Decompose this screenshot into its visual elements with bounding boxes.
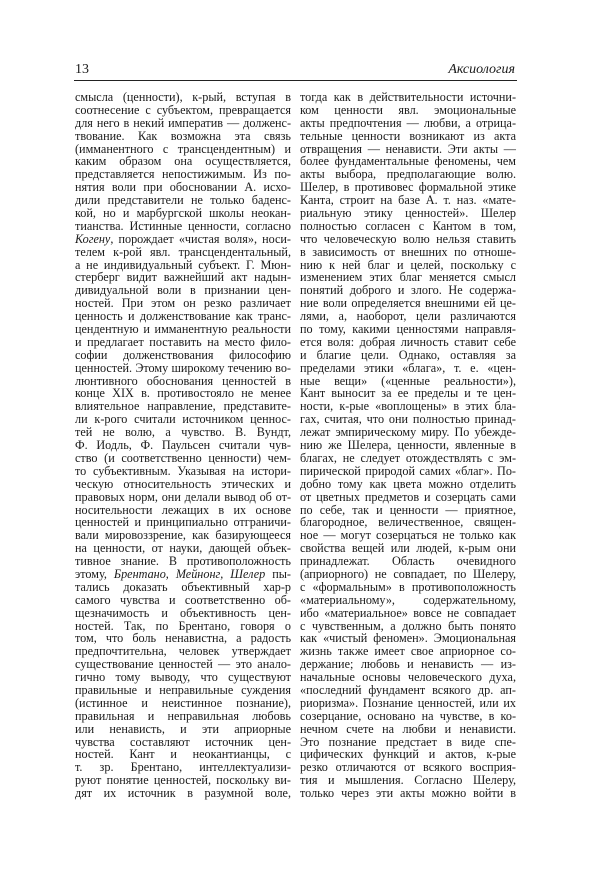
text-line: ности, к-рые «воплощены» в этих бла-: [300, 399, 516, 414]
text-line: нию же Шелера, ценности, явленные в: [300, 438, 516, 453]
text-line: тельные ценности возникают из акта: [300, 128, 516, 143]
text-line: от цветных предметов и созерцать сами: [300, 489, 516, 504]
text-line: изменением этих благ меняется смысл: [300, 270, 516, 285]
text-line: отвращения — ненависти. Эти акты —: [300, 141, 516, 156]
text-line: в зависимость от внешних по отноше-: [300, 244, 516, 259]
text-line: (имманентного с трансцендентным) и: [75, 141, 291, 156]
text-line: носительности лежащих в их основе: [75, 502, 291, 517]
text-line: ное — могут созерцаться не только как: [300, 528, 516, 543]
text-line: [75, 233, 291, 246]
text-line: ностей. При этом он резко различает: [75, 296, 291, 311]
text-line: лежат эмпирическому миру. По убежде-: [300, 425, 516, 440]
text-line: тианства. Истинные ценности, согласно: [75, 218, 291, 233]
text-line: руют понятие ценностей, поскольку ви-: [75, 773, 291, 788]
text-line: софии долженствования философию: [75, 347, 291, 362]
text-line: вали мировоззрение, как базирующееся: [75, 528, 291, 543]
text-line: гах, считая, что они полностью принад-: [300, 412, 516, 427]
text-line: щезначимость и объективность цен-: [75, 605, 291, 620]
text-line: акты выбора, предполагающие волю.: [300, 167, 516, 182]
text-line: «материальному», содержательному,: [300, 592, 516, 607]
text-line: созерцание, основано на чувстве, в ко-: [300, 708, 516, 723]
text-line: благах, не следует отождествлять с эм-: [300, 450, 516, 465]
text-line: благородное, величественное, священ-: [300, 515, 516, 530]
text-line: по себе, так и ценности — приятное,: [300, 502, 516, 517]
text-line: представляется непостижимым. Из по-: [75, 167, 291, 182]
text-line: риальную этику ценностей». Шелер: [300, 206, 516, 221]
text-line: нечном счете на любви и ненависти.: [300, 721, 516, 736]
text-line: конце XIX в. противостояло не менее: [75, 386, 291, 401]
text-line: влиятельное направление, представите-: [75, 399, 291, 414]
text-line: тей не волю, а чувство. В. Вундт,: [75, 425, 291, 440]
text-column-right: [300, 91, 516, 800]
text-line: (истинное и неистинное познание),: [75, 695, 291, 710]
text-line: добно тому как цвета можно отделить: [300, 476, 516, 491]
text-line: начальные основы человеческого духа,: [300, 670, 516, 685]
text-run: , порождает «чистая воля», носи-: [110, 231, 291, 246]
text-line: тогда как в действительности источни-: [300, 90, 516, 104]
text-line: [75, 568, 291, 581]
text-line: ценность и долженствование как транс-: [75, 309, 291, 324]
text-line: только через эти акты можно войти в: [300, 786, 516, 801]
text-line: как «чистый феномен». Эмоциональная: [300, 631, 516, 646]
text-line: с чувственным, а должно быть понято: [300, 618, 516, 633]
text-line: держание; любовь и ненависть — из-: [300, 657, 516, 672]
text-line: каким образом она осуществляется,: [75, 154, 291, 169]
text-line: твование. Как возможна эта связь: [75, 128, 291, 143]
text-run: пы-: [265, 566, 291, 581]
text-line: самого чувства и соответственно об-: [75, 592, 291, 607]
text-line: ценностей и принципиально отграничи-: [75, 515, 291, 530]
text-line: на ценности, от науки, дающей объек-: [75, 541, 291, 556]
text-line: тались доказать объективный хар-р: [75, 579, 291, 594]
text-line: стерберг видит важнейший акт надын-: [75, 270, 291, 285]
text-line: свойства вещей или людей, к-рым они: [300, 541, 516, 556]
text-line: Это познание предстает в виде спе-: [300, 734, 516, 749]
running-title: Аксиология: [448, 62, 515, 77]
text-line: нятия воли при обосновании А. исхо-: [75, 180, 291, 195]
text-line: более фундаментальные феномены, чем: [300, 154, 516, 169]
text-line: правильные и неправильные суждения: [75, 682, 291, 697]
italic-name: Брентано, Мейнонг, Шелер: [113, 566, 266, 581]
text-line: т. зр. Брентано, интеллектуализи-: [75, 760, 291, 775]
text-line: а не индивидуальный субъект. Г. Мюн-: [75, 257, 291, 272]
text-line: полностью согласен с Кантом в том,: [300, 218, 516, 233]
text-line: Кант выносит за ее пределы и те цен-: [300, 386, 516, 401]
text-line: чувства составляют источник цен-: [75, 734, 291, 749]
text-line: нию к ней благ и целей, поскольку с: [300, 257, 516, 272]
text-line: ностей. Кант и неокантианцы, с: [75, 747, 291, 762]
page-number: 13: [75, 62, 89, 77]
header-rule: [74, 80, 517, 81]
text-line: ческую относительность этических и: [75, 476, 291, 491]
text-line: что человеческую волю нельзя ставить: [300, 231, 516, 246]
text-line: резко отличаются от всякого восприя-: [300, 760, 516, 775]
text-run: этому,: [75, 566, 114, 581]
text-line: жизнь также имеет свое априорное со-: [300, 644, 516, 659]
text-line: дят их источник в разумной воле,: [75, 786, 291, 801]
text-line: и благие цели. Однако, оставляя за: [300, 347, 516, 362]
text-line: цендентную и имманентную реальности: [75, 322, 291, 337]
text-line: принадлежат. Область очевидного: [300, 554, 516, 569]
text-line: кой, но и марбургской школы неокан-: [75, 206, 291, 221]
text-line: ство (и соответственно ценности) чем-: [75, 450, 291, 465]
text-line: для него в некий императив — долженс-: [75, 115, 291, 130]
text-line: с «формальным» в противоположность: [300, 579, 516, 594]
text-line: пирической природой самих «благ». По-: [300, 463, 516, 478]
text-line: Шелер, в противовес формальной этике: [300, 180, 516, 195]
text-line: смысла (ценности), к-рый, вступая в: [75, 90, 291, 104]
text-line: правовых норм, они делали вывод об от-: [75, 489, 291, 504]
text-line: предпочтительна, человек утверждает: [75, 644, 291, 659]
text-line: лями, а, наоборот, цели различаются: [300, 309, 516, 324]
text-line: Ф. Иодль, Ф. Паульсен считали чув-: [75, 438, 291, 453]
text-line: дивидуальной воли в признании цен-: [75, 283, 291, 298]
text-line: ные вещи» («ценные реальности»),: [300, 373, 516, 388]
text-line: или ненависть, и эти априорные: [75, 721, 291, 736]
text-line: ценностей. Этому широкому течению во-: [75, 360, 291, 375]
text-line: существование ценностей — это анало-: [75, 657, 291, 672]
text-line: ибо «материальное» вовсе не совпадает: [300, 605, 516, 620]
text-line: по тому, какими ценностями направля-: [300, 322, 516, 337]
text-line: цифических функций и актов, к-рые: [300, 747, 516, 762]
text-line: ком ценности явл. эмоциональные: [300, 102, 516, 117]
text-line: телем к-рой явл. трансцендентальный,: [75, 244, 291, 259]
text-line: гично тому выводу, что существуют: [75, 670, 291, 685]
italic-name: Когену: [75, 231, 111, 246]
text-line: и предлагает поставить на место фило-: [75, 334, 291, 349]
text-line: правильная и неправильная любовь: [75, 708, 291, 723]
text-line: (априорного) не совпадает, по Шелеру,: [300, 566, 516, 581]
text-line: тивное знание. В противоположность: [75, 554, 291, 569]
text-line: Канта, строит на базе А. т. наз. «мате-: [300, 193, 516, 208]
text-line: тия и мышления. Согласно Шелеру,: [300, 773, 516, 788]
text-line: ли к-рого считали источником ценнос-: [75, 412, 291, 427]
text-line: люнтивного обоснования ценностей в: [75, 373, 291, 388]
text-line: ется воля: добрая личность ставит себе: [300, 334, 516, 349]
text-line: ние воли определяется внешними ей це-: [300, 296, 516, 311]
text-line: «последний фундамент всякого др. ап-: [300, 682, 516, 697]
text-line: том, что боль ненавистна, а радость: [75, 631, 291, 646]
text-column-left: [75, 91, 291, 800]
text-line: пределами этики «блага», т. е. «цен-: [300, 360, 516, 375]
text-line: ностей. Так, по Брентано, говоря о: [75, 618, 291, 633]
text-line: соотнесение с субъектом, превращается: [75, 102, 291, 117]
text-line: то субъективным. Указывая на истори-: [75, 463, 291, 478]
text-line: риоризма». Познание ценностей, или их: [300, 695, 516, 710]
text-line: акты предпочтения — любви, а отрица-: [300, 115, 516, 130]
text-line: понятий доброго и злого. Не содержа-: [300, 283, 516, 298]
text-line: дили представители не только баденс-: [75, 193, 291, 208]
